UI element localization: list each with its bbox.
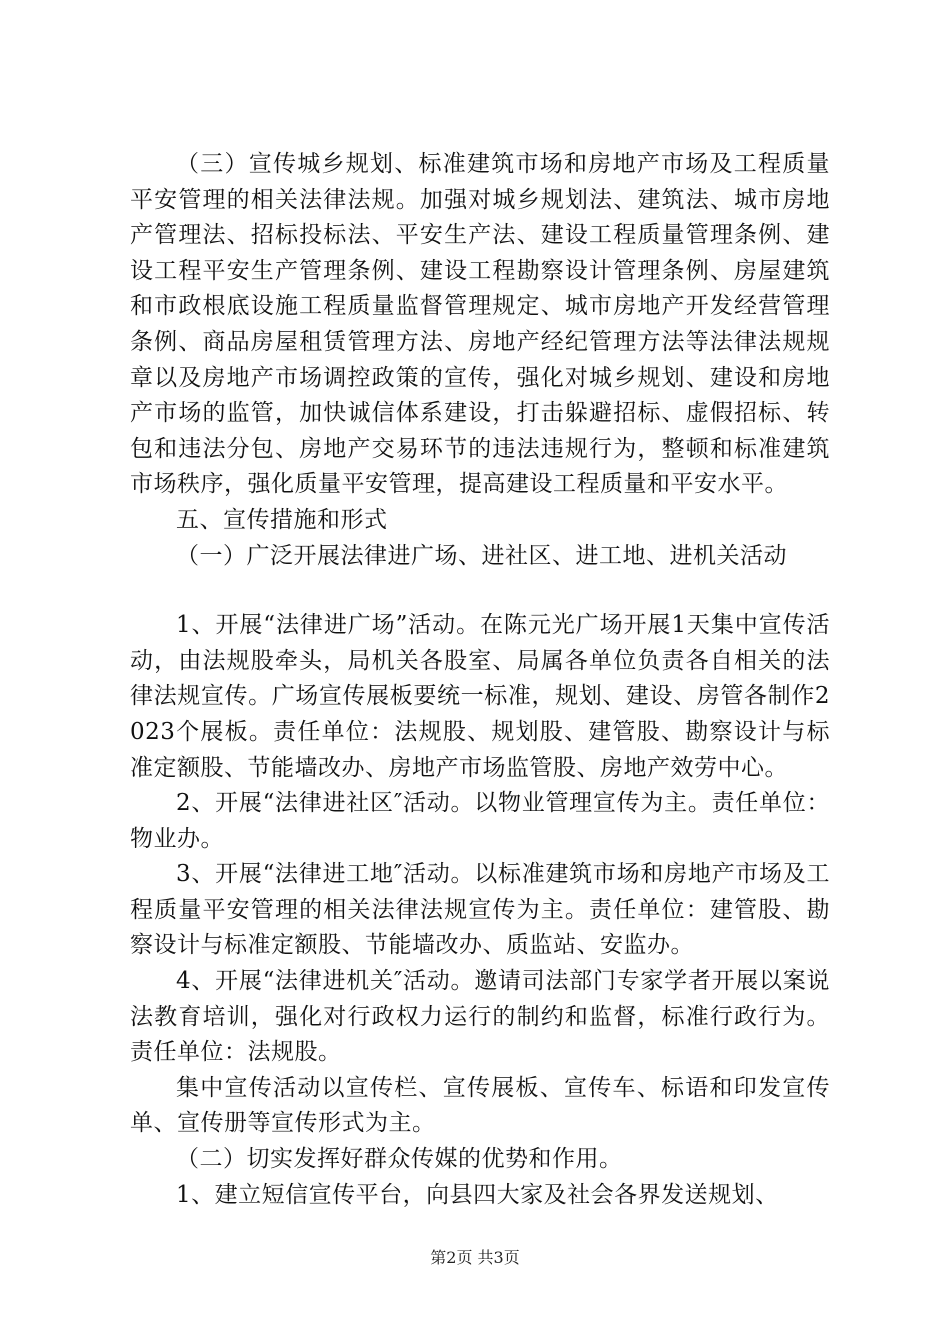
heading-section-5: 五、宣传措施和形式 (176, 506, 388, 533)
paragraph-item-2: 2、开展“法律进社区″活动。以物业管理宣传为主。责任单位：物业办。 (130, 790, 830, 852)
paragraph-subitem-1: 1、建立短信宣传平台，向县四大家及社会各界发送规划、 (176, 1181, 779, 1208)
paragraph-item-4: 4、开展“法律进机关″活动。邀请司法部门专家学者开展以案说法教育培训，强化对行政权力运行的制约和监督，标准行政行为。责任单位：法规股。 (130, 968, 830, 1066)
paragraph-section-3: （三）宣传城乡规划、标准建筑市场和房地产市场及工程质量平安管理的相关法律法规。加强对城乡规划法、建筑法、城市房地产管理法、招标投标法、平安生产法、建设工程质量管理条例、建设工程平安生产管理条例、建设工程勘察设计管理条例、房屋建筑和市政根底设施工程质量监督管理规定、城市房地产开发经营管理条例、商品房屋租赁管理方法、房地产经纪管理方法等法律法规规章以及房地产市场调控政策的宣传，强化对城乡规划、建设和房地产市场的监管，加快诚信体系建设，打击躲避招标、虚假招标、转包和违法分包、房地产交易环节的违法违规行为，整顿和标准建筑市场秩序，强化质量平安管理，提高建设工程质量和平安水平。 (130, 151, 830, 498)
heading-subsection-2: （二）切实发挥好群众传媒的优势和作用。 (176, 1146, 623, 1173)
heading-subsection-1: （一）广泛开展法律进广场、进社区、进工地、进机关活动 (176, 542, 787, 569)
document-body (130, 147, 830, 1213)
paragraph-summary: 集中宣传活动以宣传栏、宣传展板、宣传车、标语和印发宣传单、宣传册等宣传形式为主。 (130, 1074, 830, 1137)
paragraph-item-3: 3、开展“法律进工地″活动。以标准建筑市场和房地产市场及工程质量平安管理的相关法律法规宣传为主。责任单位：建管股、勘察设计与标准定额股、节能墙改办、质监站、安监办。 (130, 861, 830, 959)
paragraph-item-1: 1、开展“法律进广场”活动。在陈元光广场开展1天集中宣传活动，由法规股牵头，局机关各股室、局属各单位负责各自相关的法律法规宣传。广场宣传展板要统一标准，规划、建设、房管各制作2023个展板。责任单位：法规股、规划股、建管股、勘察设计与标准定额股、节能墙改办、房地产市场监管股、房地产效劳中心。 (130, 612, 830, 781)
page-number-footer: 第2页 共3页 (430, 1248, 520, 1267)
